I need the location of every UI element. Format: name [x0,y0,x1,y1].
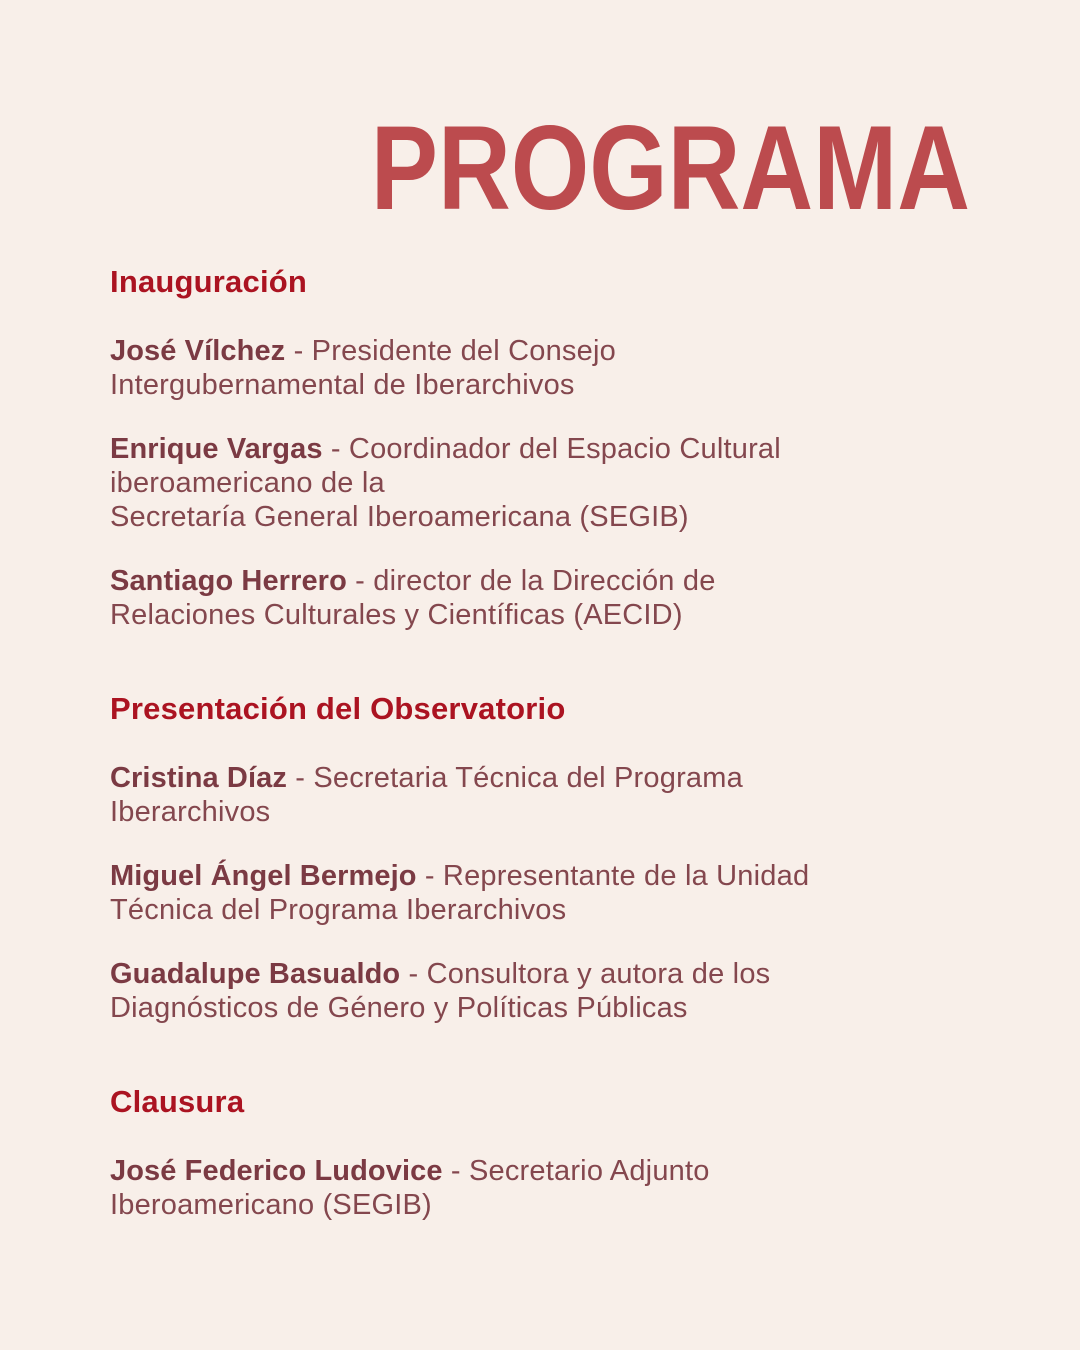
program-entry-jose-federico-ludovice [110,1154,970,1222]
page-title: PROGRAMA [370,101,970,235]
section-header-presentacion: Presentación del Observatorio [110,691,566,726]
section-header-inauguracion: Inauguración [110,264,308,299]
speaker-role-line: Secretaría General Iberoamericana (SEGIB) [110,501,689,533]
speaker-role-line: Relaciones Culturales y Científicas (AECID) [110,599,683,631]
section-inauguracion [110,263,970,632]
program-entry-jose-vilchez [110,334,970,402]
speaker-name: Guadalupe Basualdo [110,958,401,990]
speaker-name: Enrique Vargas [110,433,323,465]
section-clausura [110,1083,970,1222]
speaker-role-line: iberoamericano de la [110,467,385,499]
speaker-role-line: Iberarchivos [110,796,271,828]
section-header-clausura: Clausura [110,1084,245,1119]
program-entry-enrique-vargas [110,432,970,534]
section-presentacion-del-observatorio [110,690,970,1025]
speaker-name: José Federico Ludovice [110,1155,443,1187]
program-entry-cristina-diaz [110,761,970,829]
program-entry-miguel-angel-bermejo [110,859,970,927]
speaker-role-line: - Secretaria Técnica del Programa [295,762,743,794]
speaker-role-line: Iberoamericano (SEGIB) [110,1189,432,1221]
speaker-role-line: - Presidente del Consejo [293,335,616,367]
speaker-role-line: Intergubernamental de Iberarchivos [110,369,575,401]
speaker-role-line: Diagnósticos de Género y Políticas Públicas [110,992,688,1024]
speaker-role-line: - director de la Dirección de [355,565,716,597]
speaker-name: Santiago Herrero [110,565,347,597]
speaker-name: José Vílchez [110,335,286,367]
speaker-role-line: - Representante de la Unidad [424,860,810,892]
program-entry-guadalupe-basualdo [110,957,970,1025]
speaker-role-line: - Consultora y autora de los [408,958,771,990]
speaker-role-line: Técnica del Programa Iberarchivos [110,894,567,926]
speaker-name: Miguel Ángel Bermejo [110,860,417,892]
speaker-role-line: - Secretario Adjunto [450,1155,710,1187]
speaker-role-line: - Coordinador del Espacio Cultural [330,433,781,465]
speaker-name: Cristina Díaz [110,762,287,794]
program-entry-santiago-herrero [110,564,970,632]
